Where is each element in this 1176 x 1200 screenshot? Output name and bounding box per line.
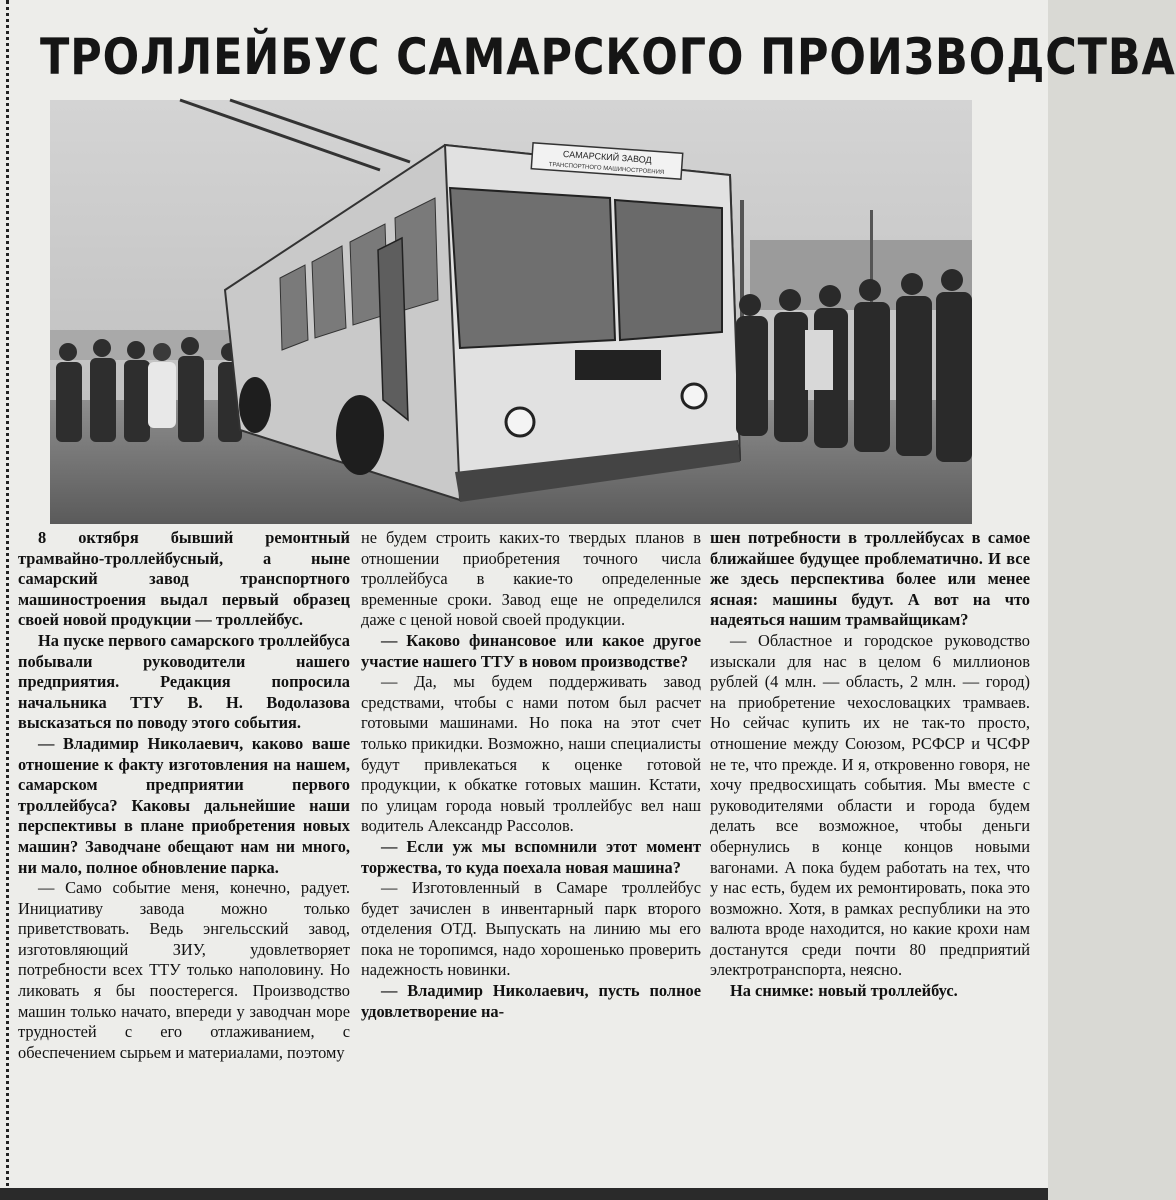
question: — Если уж мы вспомнили этот момент торжества, то куда поехала новая машина? xyxy=(361,836,701,877)
column-1 xyxy=(18,528,350,1188)
answer: — Само событие меня, конечно, радует. Инициативу завода можно только приветствовать. Ведь энгельсский завод, изготовляющий ЗИУ, удовлетворяет потребности всех ТТУ только наполовину. Но ликовать я бы поостерегся. Производство машин только начато, впереди у заводчан море трудностей с его отлаживанием, с обеспечением сырьем и материалами, поэтому xyxy=(18,878,350,1062)
question-continued: шен потребности в троллейбусах в самое ближайшее будущее проблематично. И все же здесь перспектива более или менее ясная: машины будут. А вот на что надеяться нашим трамвайщикам? xyxy=(710,528,1030,630)
photo-caption: На снимке: новый троллейбус. xyxy=(730,981,958,1001)
question: — Владимир Николаевич, каково ваше отношение к факту изготовления на нашем, самарском предприятии первого троллейбуса? Каковы дальнейшие наши перспективы в плане приобретения новых машин? Заводчане обещают нам ни много, ни мало, полное обновление парка. xyxy=(18,733,350,877)
trolleybus-photo xyxy=(50,100,972,524)
route-sign-text: САМАРСКИЙ ЗАВОД xyxy=(562,148,652,166)
photo-illustration xyxy=(50,100,972,524)
answer: — Изготовленный в Самаре троллейбус будет зачислен в инвентарный парк второго отделения ОТД. Выпускать на линию мы его пока не торопимся, надо хорошенько проверить надежность новинки. xyxy=(361,878,701,980)
question: — Владимир Николаевич, пусть полное удовлетворение на- xyxy=(361,981,701,1021)
article-body xyxy=(18,528,1030,1188)
column-3 xyxy=(710,528,1030,1188)
question: — Каково финансовое или какое другое участие нашего ТТУ в новом производстве? xyxy=(361,630,701,671)
answer-continued: не будем строить каких-то твердых планов в отношении приобретения точного числа троллейбуса в какие-то определенные временные сроки. Завод еще не определился даже с ценой новой своей продукции. xyxy=(361,528,701,630)
column-rule xyxy=(6,0,12,1200)
column-2 xyxy=(361,528,701,1188)
headline: ТРОЛЛЕЙБУС САМАРСКОГО ПРОИЗВОДСТВА xyxy=(40,28,1176,86)
paragraph: На пуске первого самарского троллейбуса побывали руководители нашего предприятия. Редакция попросила начальника ТТУ В. Н. Водолазова высказаться по поводу этого события. xyxy=(18,630,350,733)
answer: — Областное и городское руководство изыскали для нас в целом 6 миллионов рублей (4 млн. — область, 2 млн. — город) на приобретение чехословацких трамваев. Но сейчас купить их не так-то просто, отношение между Союзом, РСФСР и ЧСФР не те, что прежде. И я, откровенно говоря, не хочу предвосхищать события. Мы вместе с руководителями области и города будем делать все возможное, чтобы деньги обернулись в конце концов новыми вагонами. А пока будем работать на тех, что у нас есть, будем их ремонтировать, пока это возможно. Хотя, в рамках республики на это валюта вроде находится, но какие крохи нам достанутся среди почти 80 предприятий электротранспорта, неясно. xyxy=(710,630,1030,980)
page-bottom-edge xyxy=(0,1188,1048,1200)
route-sign-subtext: ТРАНСПОРТНОГО МАШИНОСТРОЕНИЯ xyxy=(548,161,665,177)
lead-paragraph: 8 октября бывший ремонтный трамвайно-троллейбусный, а ныне самарский завод транспортного машиностроения выдал первый образец своей новой продукции — троллейбус. xyxy=(18,528,350,630)
answer: — Да, мы будем поддерживать завод средствами, чтобы с нами потом был расчет готовыми машинами. Но пока на этот счет только прикидки. Возможно, наши специалисты будут привлекаться к оценке готовой продукции, к обкатке готовых машин. Кстати, по улицам города новый троллейбус вел наш водитель Александр Рассолов. xyxy=(361,672,701,836)
